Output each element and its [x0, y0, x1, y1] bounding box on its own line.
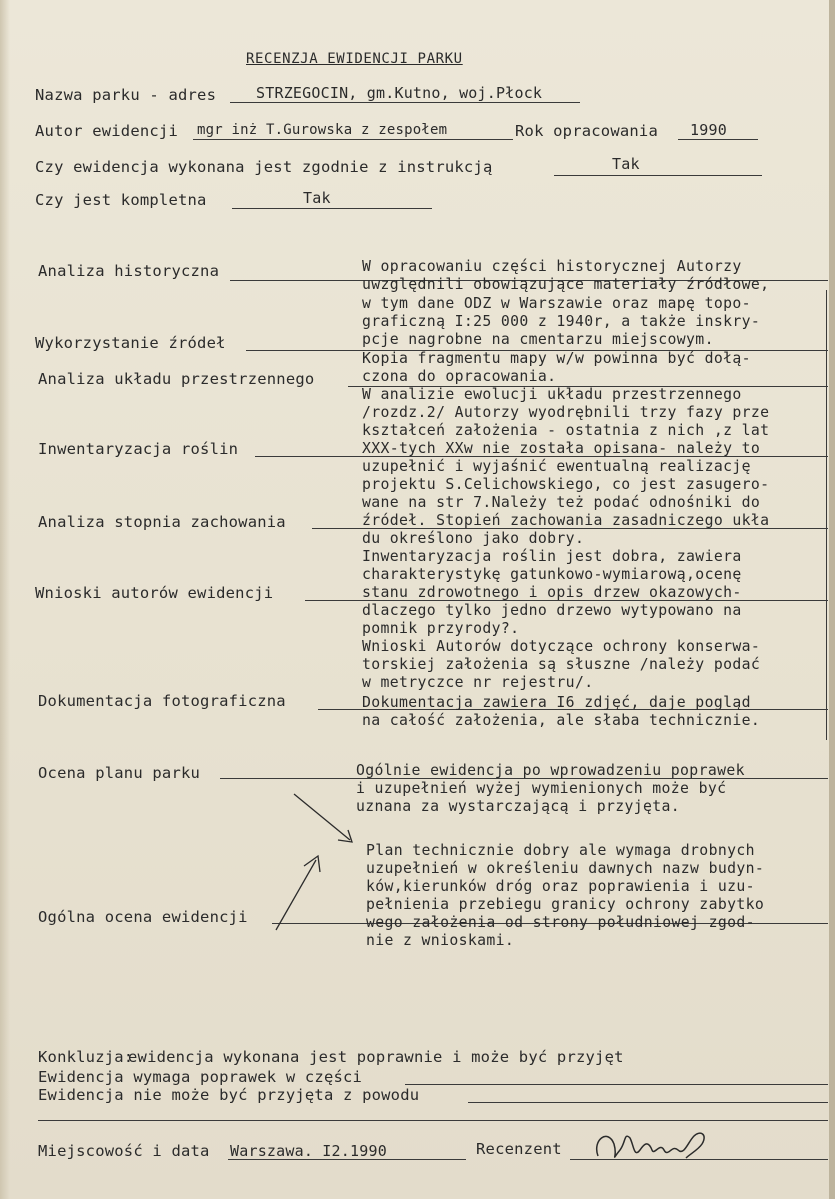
review-line: pełnienia przebiegu granicy ochrony zabytko: [366, 896, 765, 913]
section-rosliny: Inwentaryzacja roślin: [38, 440, 239, 458]
review-line: wane na str 7.Należy też podać odnośniki do: [362, 494, 761, 511]
arrow-up-right-icon: [270, 850, 340, 940]
reject-text: Ewidencja nie może być przyjęta z powodu: [38, 1086, 420, 1104]
place-value: Warszawa. I2.1990: [230, 1142, 387, 1160]
park-label: Nazwa parku - adres: [35, 86, 217, 104]
review-line: du określono jako dobry.: [362, 530, 585, 547]
review-line: nie z wnioskami.: [366, 932, 515, 949]
section-ogolna: Ogólna ocena ewidencji: [38, 908, 248, 926]
review-line: i uzupełnień wyżej wymienionych może być: [356, 780, 727, 797]
instruction-label: Czy ewidencja wykonana jest zgodnie z instrukcją: [35, 158, 493, 176]
review-line: Wnioski Autorów dotyczące ochrony konserwa-: [362, 638, 761, 655]
review-line: uzupełnień w określeniu dawnych nazw budyn-: [366, 860, 765, 877]
complete-rule: [232, 208, 432, 209]
section-zachowanie: Analiza stopnia zachowania: [38, 513, 286, 531]
review-line: czona do opracowania.: [362, 368, 557, 385]
review-line: w metryczce nr rejestru/.: [362, 674, 594, 691]
conclusion-label: Konkluzja:: [38, 1048, 134, 1066]
paper-edge-left: [0, 0, 10, 1199]
year-label: Rok opracowania: [515, 122, 658, 140]
reviewer-signature: [590, 1120, 720, 1170]
review-line: źródeł. Stopień zachowania zasadniczego ukła: [362, 512, 770, 529]
review-line: projektu S.Celichowskiego, co jest zasugero-: [362, 476, 770, 493]
review-line: Dokumentacja zawiera I6 zdjęć, daje pogląd: [362, 694, 751, 711]
review-line: w tym dane ODZ w Warszawie oraz mapę topo-: [362, 295, 751, 312]
review-line: W opracowaniu części historycznej Autorzy: [362, 258, 742, 275]
year-rule: [678, 139, 758, 140]
year-value: 1990: [690, 121, 727, 139]
review-line: uwzględnili obowiązujące materiały źródłowe,: [362, 276, 770, 293]
instruction-value: Tak: [612, 155, 640, 173]
review-line: Inwentaryzacja roślin jest dobra, zawiera: [362, 548, 742, 565]
reject-rule: [468, 1102, 828, 1103]
reviewer-label: Recenzent: [476, 1140, 562, 1158]
review-line: torskiej założenia są słuszne /należy podać: [362, 656, 761, 673]
review-line: Kopia fragmentu mapy w/w powinna być dołą-: [362, 350, 751, 367]
section-zrodla: Wykorzystanie źródeł: [35, 334, 226, 352]
review-line: /rozdz.2/ Autorzy wyodrębnili trzy fazy prze: [362, 404, 770, 421]
author-label: Autor ewidencji: [35, 122, 178, 140]
place-label: Miejscowość i data: [38, 1142, 210, 1160]
review-line: Ogólnie ewidencja po wprowadzeniu poprawek: [356, 762, 745, 779]
instruction-rule: [554, 175, 762, 176]
paper-edge-right: [829, 0, 835, 1199]
review-line: uznana za wystarczającą i przyjęta.: [356, 798, 681, 815]
needs-fix-text: Ewidencja wymaga poprawek w części: [38, 1068, 363, 1086]
review-line: pcje nagrobne na cmentarzu miejscowym.: [362, 331, 714, 348]
review-line: XXX-tych XXw nie została opisana- należy to: [362, 440, 761, 457]
complete-value: Tak: [303, 189, 331, 207]
review-line: kształceń założenia - ostatnia z nich ,z lat: [362, 422, 770, 439]
review-line: wego założenia od strony południowej zgod-: [366, 914, 755, 931]
complete-label: Czy jest kompletna: [35, 191, 207, 209]
park-value: STRZEGOCIN, gm.Kutno, woj.Płock: [256, 84, 543, 102]
review-line: dlaczego tylko jedno drzewo wytypowano na: [362, 602, 742, 619]
review-line: Plan technicznie dobry ale wymaga drobnych: [366, 842, 755, 859]
section-wnioski: Wnioski autorów ewidencji: [35, 584, 274, 602]
section-plan: Ocena planu parku: [38, 764, 201, 782]
author-value: mgr inż T.Gurowska z zespołem: [197, 122, 448, 138]
right-margin-line: [826, 290, 827, 740]
review-line: graficzną I:25 000 z 1940r, a także inskry-: [362, 313, 761, 330]
place-rule: [228, 1159, 466, 1160]
review-line: uzupełnić i wyjaśnić ewentualną realizację: [362, 458, 751, 475]
review-line: charakterystykę gatunkowo-wymiarową,ocenę: [362, 566, 742, 583]
review-line: stanu zdrowotnego i opis drzew okazowych-: [362, 584, 742, 601]
park-rule: [230, 102, 580, 103]
review-line: pomnik przyrody?.: [362, 620, 520, 637]
section-historyczna: Analiza historyczna: [38, 262, 220, 280]
conclusion-text: ewidencja wykonana jest poprawnie i może być przyjęt: [128, 1048, 624, 1066]
author-rule: [193, 139, 513, 140]
section-foto: Dokumentacja fotograficzna: [38, 692, 286, 710]
document-title: RECENZJA EWIDENCJI PARKU: [246, 51, 463, 67]
section-uklad: Analiza układu przestrzennego: [38, 370, 315, 388]
review-line: ków,kierunków dróg oraz poprawienia i uzu-: [366, 878, 755, 895]
review-line: W analizie ewolucji układu przestrzennego: [362, 386, 742, 403]
needs-fix-rule: [405, 1084, 828, 1085]
review-line: na całość założenia, ale słaba technicznie.: [362, 712, 761, 729]
